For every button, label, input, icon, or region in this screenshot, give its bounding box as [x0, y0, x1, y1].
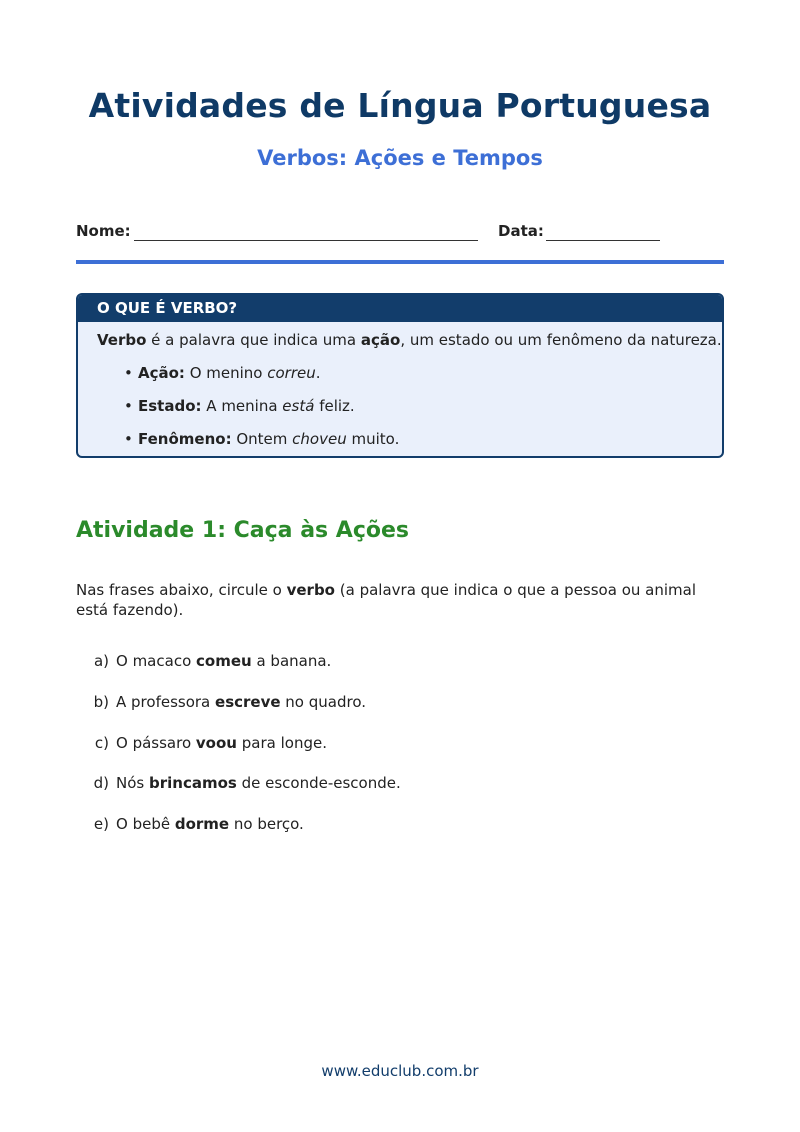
- item-text: A professora: [116, 693, 216, 711]
- example-text: Ontem: [231, 430, 293, 448]
- bullet-icon: •: [124, 364, 133, 382]
- example-label: Ação:: [138, 364, 185, 382]
- definition-text: , um estado ou um fenômeno da natureza.: [400, 331, 722, 349]
- concept-box: [76, 293, 724, 458]
- sentence-item: [76, 815, 304, 833]
- header-divider: [76, 260, 724, 264]
- item-text: no quadro.: [280, 693, 367, 711]
- sentence-item: [76, 734, 327, 752]
- example-item: [124, 430, 399, 448]
- date-label: Data:: [498, 222, 544, 240]
- example-label: Estado:: [138, 397, 202, 415]
- item-verb[interactable]: voou: [195, 734, 237, 752]
- sentence-item: [76, 774, 401, 792]
- page-subtitle: Verbos: Ações e Tempos: [257, 146, 543, 170]
- name-label: Nome:: [76, 222, 131, 240]
- item-letter: d): [93, 774, 109, 792]
- item-text: para longe.: [236, 734, 327, 752]
- example-verb: choveu: [292, 430, 347, 448]
- item-text: Nós: [116, 774, 149, 792]
- item-verb[interactable]: dorme: [174, 815, 230, 833]
- item-letter: c): [94, 734, 109, 752]
- example-text: A menina: [201, 397, 283, 415]
- example-item: [124, 364, 321, 382]
- definition-term: Verbo: [97, 331, 147, 349]
- footer-website[interactable]: www.educlub.com.br: [321, 1062, 479, 1080]
- example-text: feliz.: [314, 397, 355, 415]
- example-text: muito.: [346, 430, 400, 448]
- example-verb: está: [282, 397, 315, 415]
- student-fields: [76, 222, 726, 246]
- bullet-icon: •: [124, 430, 133, 448]
- activity-title: Atividade 1: Caça às Ações: [76, 518, 409, 543]
- page-title: Atividades de Língua Portuguesa: [88, 86, 712, 125]
- date-line[interactable]: [546, 240, 660, 241]
- concept-box-heading: O QUE É VERBO?: [78, 295, 722, 322]
- item-text: a banana.: [251, 652, 332, 670]
- sentence-item: [76, 652, 331, 670]
- example-text: .: [315, 364, 321, 382]
- item-verb[interactable]: escreve: [215, 693, 281, 711]
- item-text: no berço.: [229, 815, 304, 833]
- item-letter: e): [93, 815, 109, 833]
- verb-definition: [97, 331, 722, 349]
- activity-instruction: [76, 580, 726, 620]
- item-text: O pássaro: [116, 734, 196, 752]
- name-line[interactable]: [134, 240, 478, 241]
- item-verb[interactable]: comeu: [196, 652, 252, 670]
- item-letter: b): [93, 693, 109, 711]
- sentence-item: [76, 693, 366, 711]
- item-text: de esconde-esconde.: [236, 774, 401, 792]
- item-letter: a): [93, 652, 109, 670]
- definition-text: é a palavra que indica uma: [146, 331, 361, 349]
- definition-highlight: ação: [360, 331, 401, 349]
- item-verb[interactable]: brincamos: [148, 774, 237, 792]
- item-text: O bebê: [116, 815, 175, 833]
- bullet-icon: •: [124, 397, 133, 415]
- example-text: O menino: [184, 364, 268, 382]
- item-text: O macaco: [116, 652, 197, 670]
- example-item: [124, 397, 355, 415]
- instruction-text: Nas frases abaixo, circule o: [76, 581, 287, 599]
- example-label: Fenômeno:: [138, 430, 232, 448]
- instruction-text: (a palavra que indica o que a pessoa ou animal está fazendo).: [76, 581, 696, 619]
- example-verb: correu: [267, 364, 316, 382]
- instruction-bold: verbo: [286, 581, 335, 599]
